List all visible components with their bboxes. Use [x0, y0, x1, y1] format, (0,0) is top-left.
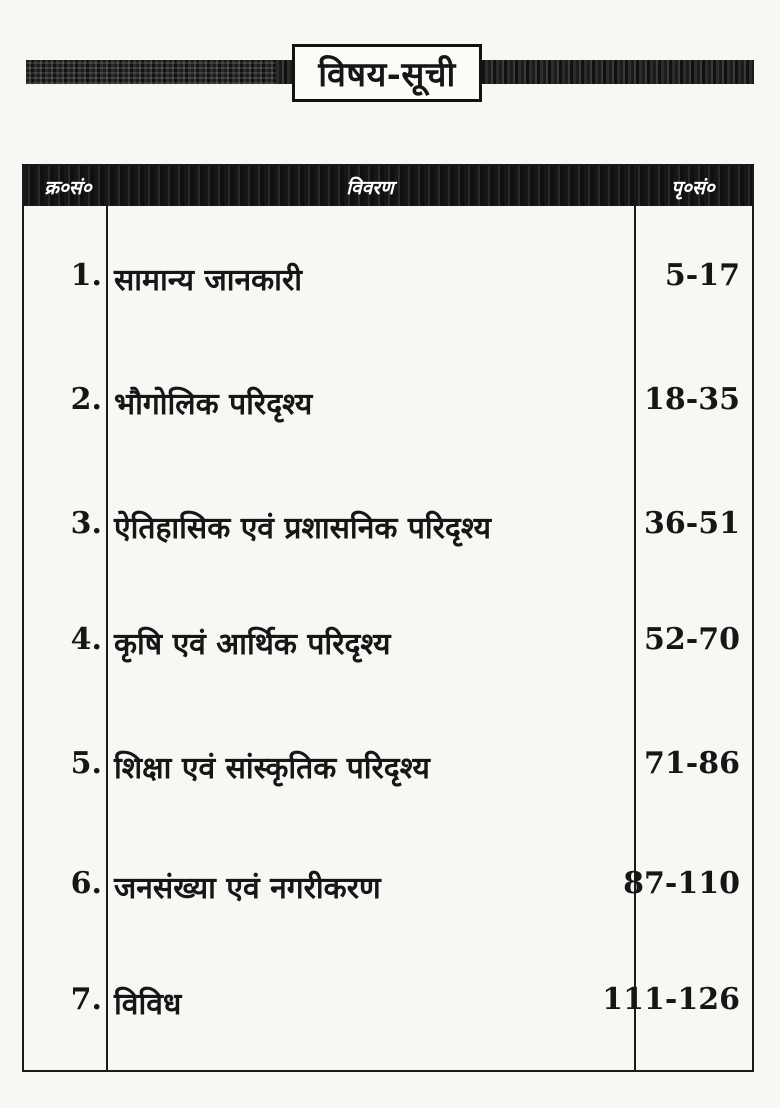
- header-number: क्र०सं०: [44, 177, 92, 199]
- row-number: 6.: [70, 866, 102, 901]
- row-pages: 52-70: [644, 622, 740, 657]
- row-description: जनसंख्या एवं नगरीकरण: [114, 871, 381, 906]
- row-pages: 18-35: [644, 382, 740, 417]
- row-number: 2.: [70, 382, 102, 417]
- table-header: [24, 166, 752, 206]
- row-description: भौगोलिक परिदृश्य: [114, 387, 313, 422]
- row-pages: 5-17: [664, 258, 740, 293]
- row-description: ऐतिहासिक एवं प्रशासनिक परिदृश्य: [114, 511, 491, 546]
- row-description: विविध: [114, 987, 182, 1022]
- row-number: 3.: [70, 506, 102, 541]
- table-row: [24, 248, 752, 308]
- page-title: विषय-सूची: [292, 44, 482, 102]
- row-number: 4.: [70, 622, 102, 657]
- row-description: कृषि एवं आर्थिक परिदृश्य: [114, 627, 391, 662]
- row-description: शिक्षा एवं सांस्कृतिक परिदृश्य: [114, 751, 430, 786]
- table-row: [24, 496, 752, 556]
- row-pages: 111-126: [602, 982, 740, 1017]
- row-pages: 36-51: [644, 506, 740, 541]
- table-row: [24, 856, 752, 916]
- row-number: 5.: [70, 746, 102, 781]
- row-description: सामान्य जानकारी: [114, 263, 302, 298]
- header-description: विवरण: [346, 177, 394, 199]
- row-number: 1.: [70, 258, 102, 293]
- table-row: [24, 736, 752, 796]
- row-pages: 87-110: [623, 866, 740, 901]
- header-page: पृ०सं०: [671, 177, 715, 199]
- title-band-texture: [26, 60, 276, 84]
- table-row: [24, 972, 752, 1032]
- table-row: [24, 372, 752, 432]
- row-pages: 71-86: [644, 746, 740, 781]
- contents-table: [22, 164, 754, 1072]
- table-row: [24, 612, 752, 672]
- row-number: 7.: [70, 982, 102, 1017]
